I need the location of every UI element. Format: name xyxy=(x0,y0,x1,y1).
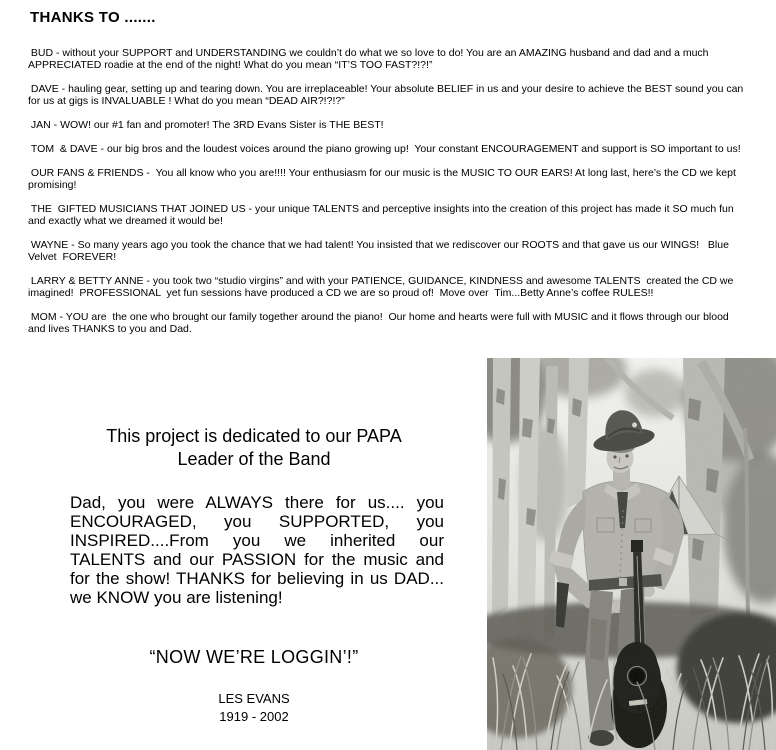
thanks-paragraph-musicians: THE GIFTED MUSICIANS THAT JOINED US - your unique TALENTS and perceptive insights into the creation of this project has made it SO much fun and exactly what we dreamed it would be! xyxy=(28,203,737,227)
dedication-heading-line1: This project is dedicated to our PAPA xyxy=(106,426,402,446)
les-evans-photo xyxy=(487,358,776,750)
thanks-paragraph-jan: JAN - WOW! our #1 fan and promoter! The 3RD Evans Sister is THE BEST! xyxy=(28,119,384,131)
dedication-block xyxy=(58,420,450,726)
thanks-paragraph-mom: MOM - YOU are the one who brought our family together around the piano! Our home and hearts were full with MUSIC and it flows through our blood and lives THANKS to you and Dad. xyxy=(28,311,732,335)
page-title: THANKS TO ....... xyxy=(30,9,156,26)
thanks-paragraph-larry-bettyanne: LARRY & BETTY ANNE - you took two “studio virgins” and with your PATIENCE, GUIDANCE, KINDNESS and awesome TALENTS created the CD we imagined! PROFESSIONAL yet fun sessions have produced a CD we are so proud of! Move over Tim...Betty Anne’s coffee RULES!! xyxy=(28,275,737,299)
thanks-paragraph-bud: BUD - without your SUPPORT and UNDERSTANDING we couldn’t do what we so love to do! You are an AMAZING husband and dad and a much APPRECIATED roadie at the end of the night! What do you mean “IT’S TOO FAST?!?!” xyxy=(28,47,711,71)
dedicatee-years: 1919 - 2002 xyxy=(219,709,289,724)
album-title-quote: “NOW WE’RE LOGGIN’!” xyxy=(149,647,359,667)
dedicatee-name: LES EVANS xyxy=(218,691,290,706)
dedication-body: Dad, you were ALWAYS there for us.... you ENCOURAGED, you SUPPORTED, you INSPIRED....From you we inherited our TALENTS and our PASSION for the music and for the show! THANKS for believing in us DAD... we KNOW you are listening! xyxy=(70,493,444,607)
thanks-list xyxy=(28,47,747,347)
thanks-paragraph-wayne: WAYNE - So many years ago you took the chance that we had talent! You insisted that we rediscover our ROOTS and that gave us our WINGS! Blue Velvet FOREVER! xyxy=(28,239,732,263)
dedication-heading-line2: Leader of the Band xyxy=(177,449,331,469)
dedication-heading xyxy=(58,425,450,471)
thanks-paragraph-dave: DAVE - hauling gear, setting up and tearing down. You are irreplaceable! Your absolute BELIEF in us and your desire to achieve the BEST sound you can for us at gigs is INVALUABLE ! What do you mean “DEAD AIR?!?!?” xyxy=(28,83,747,107)
thanks-paragraph-tom-dave: TOM & DAVE - our big bros and the loudest voices around the piano growing up! Your constant ENCOURAGEMENT and support is SO important to us! xyxy=(28,143,741,155)
thanks-paragraph-fans: OUR FANS & FRIENDS - You all know who you are!!!! Your enthusiasm for our music is the MUSIC TO OUR EARS! At long last, here’s the CD we kept promising! xyxy=(28,167,739,191)
photo-grain xyxy=(487,358,776,750)
les-evans-photo-illustration xyxy=(487,358,776,750)
